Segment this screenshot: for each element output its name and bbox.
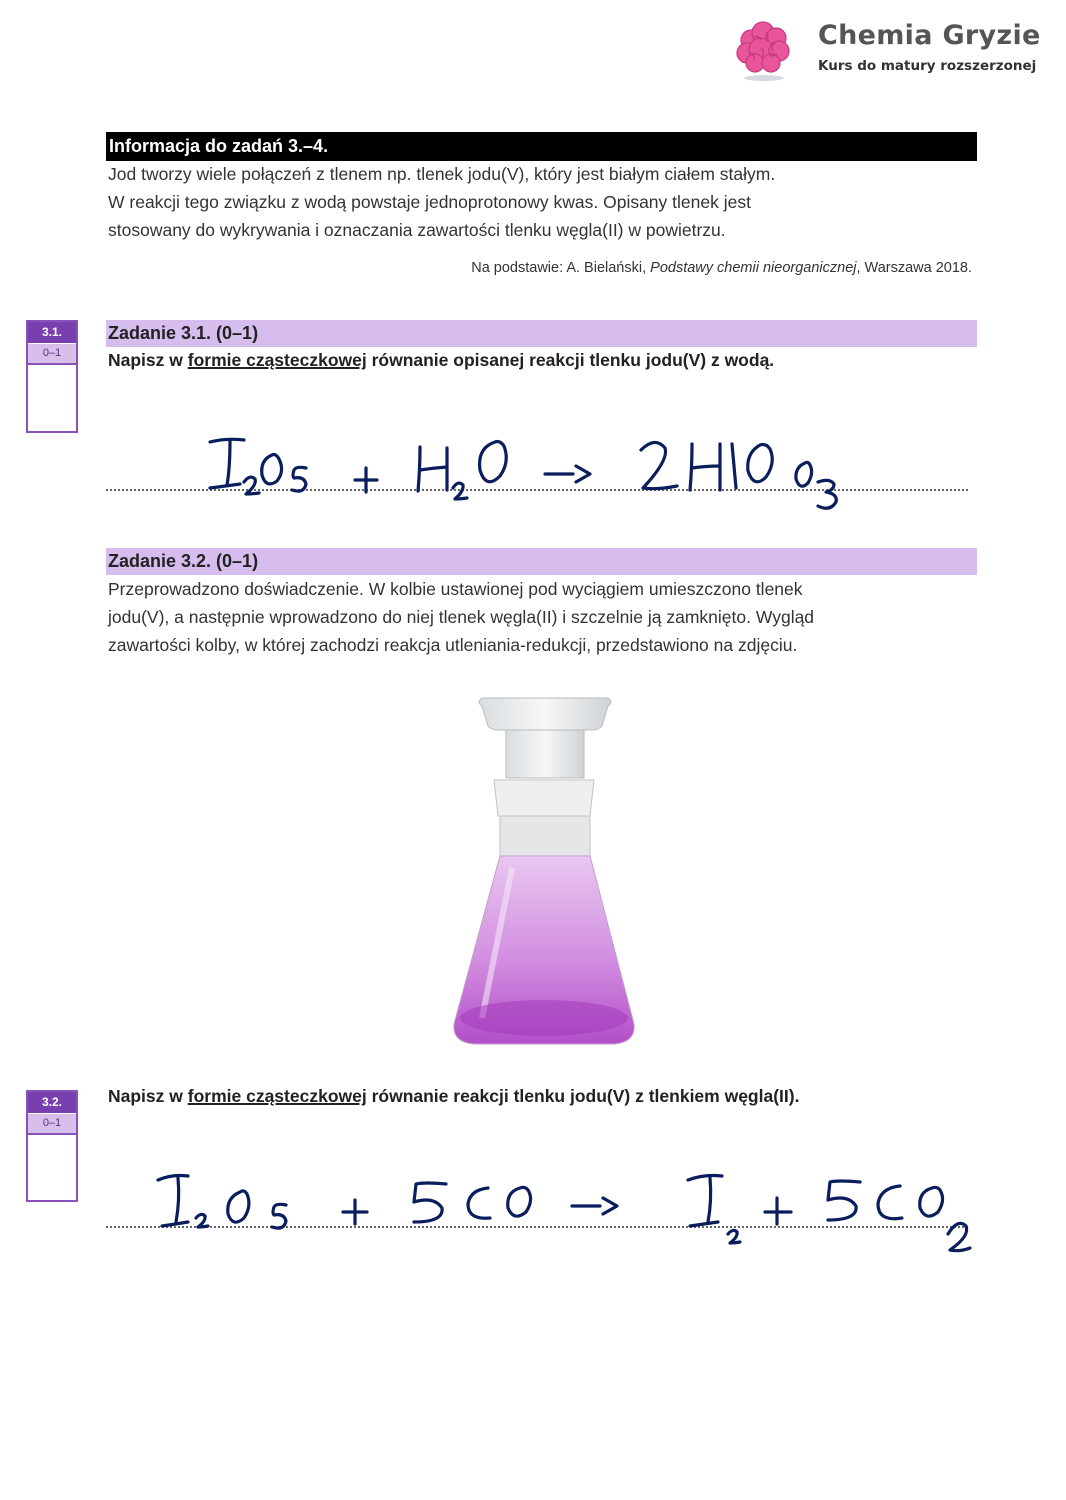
task-3-2-instruction: Napisz w formie cząsteczkowej równanie reakcji tlenku jodu(V) z tlenkiem węgla(II). (108, 1086, 800, 1106)
info-header: Informacja do zadań 3.–4. (106, 132, 977, 161)
info-line-1: Jod tworzy wiele połączeń z tlenem np. tlenek jodu(V), który jest białym ciałem stałym. (108, 164, 776, 184)
flask-photo (440, 688, 648, 1058)
task-3-1-instruction: Napisz w formie cząsteczkowej równanie opisanej reakcji tlenku jodu(V) z wodą. (108, 350, 775, 370)
brain-logo-icon (733, 18, 795, 84)
score-box-3-1 (26, 320, 78, 433)
score-points: 0–1 (28, 343, 76, 365)
info-line-3: stosowany do wykrywania i oznaczania zawartości tlenku węgla(II) w powietrzu. (108, 220, 726, 240)
task-3-2-line-2: jodu(V), a następnie wprowadzono do niej tlenek węgla(II) i szczelnie ją zamknięto. Wygląd (108, 607, 815, 627)
info-line-2: W reakcji tego związku z wodą powstaje jednoprotonowy kwas. Opisany tlenek jest (108, 192, 751, 212)
brand-subtitle: Kurs do matury rozszerzonej (818, 58, 1037, 74)
task-3-2-line-1: Przeprowadzono doświadczenie. W kolbie ustawionej pod wyciągiem umieszczono tlenek (108, 579, 803, 599)
answer-line-3-2 (106, 1226, 968, 1228)
source-citation: Na podstawie: A. Bielański, Podstawy chemii nieorganicznej, Warszawa 2018. (471, 260, 972, 276)
score-number: 3.1. (28, 322, 76, 343)
task-3-2-line-3: zawartości kolby, w której zachodzi reakcja utleniania-redukcji, przedstawiono na zdjęciu. (108, 635, 798, 655)
score-points: 0–1 (28, 1113, 76, 1135)
task-3-2-title: Zadanie 3.2. (0–1) (106, 548, 977, 575)
score-number: 3.2. (28, 1092, 76, 1113)
score-box-3-2 (26, 1090, 78, 1202)
brand-name: Chemia Gryzie (818, 20, 1041, 51)
task-3-1-title: Zadanie 3.1. (0–1) (106, 320, 977, 347)
answer-line-3-1 (106, 489, 968, 491)
